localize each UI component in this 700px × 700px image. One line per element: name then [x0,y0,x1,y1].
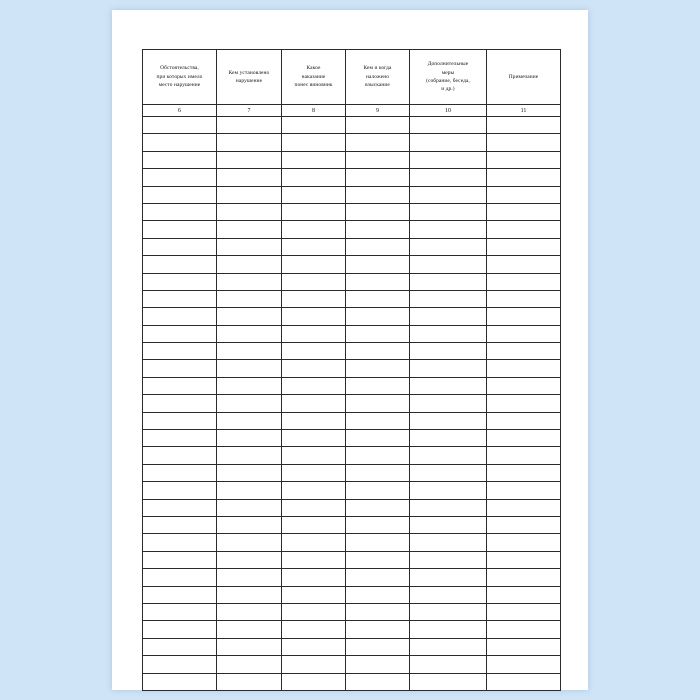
table-cell[interactable] [410,325,487,342]
table-row[interactable] [143,482,561,499]
table-cell[interactable] [410,134,487,151]
table-cell[interactable] [346,169,410,186]
table-row[interactable] [143,499,561,516]
table-cell[interactable] [217,673,282,690]
table-cell[interactable] [282,117,346,134]
table-cell[interactable] [282,238,346,255]
table-cell[interactable] [487,395,561,412]
table-cell[interactable] [282,256,346,273]
table-cell[interactable] [346,360,410,377]
table-cell[interactable] [487,221,561,238]
table-cell[interactable] [487,169,561,186]
table-cell[interactable] [487,430,561,447]
table-cell[interactable] [487,638,561,655]
table-cell[interactable] [410,603,487,620]
table-row[interactable] [143,621,561,638]
table-cell[interactable] [282,447,346,464]
table-cell[interactable] [217,290,282,307]
table-cell[interactable] [487,308,561,325]
table-cell[interactable] [143,325,217,342]
table-cell[interactable] [143,569,217,586]
table-cell[interactable] [346,256,410,273]
table-cell[interactable] [143,290,217,307]
table-cell[interactable] [346,621,410,638]
table-cell[interactable] [410,499,487,516]
table-cell[interactable] [217,134,282,151]
column-header-notes: Примечание [487,50,561,105]
table-cell[interactable] [143,308,217,325]
table-cell[interactable] [217,464,282,481]
table-cell[interactable] [282,638,346,655]
table-cell[interactable] [410,673,487,690]
table-row[interactable] [143,290,561,307]
column-number-10: 10 [410,105,487,117]
table-cell[interactable] [143,221,217,238]
table-row[interactable] [143,395,561,412]
table-cell[interactable] [346,221,410,238]
table-cell[interactable] [217,377,282,394]
table-cell[interactable] [143,186,217,203]
table-cell[interactable] [143,586,217,603]
table-row[interactable] [143,186,561,203]
table-cell[interactable] [410,482,487,499]
table-cell[interactable] [143,256,217,273]
table-cell[interactable] [487,377,561,394]
column-number-11: 11 [487,105,561,117]
table-cell[interactable] [282,395,346,412]
table-cell[interactable] [410,151,487,168]
table-head [143,50,561,117]
table-row[interactable] [143,516,561,533]
table-cell[interactable] [217,273,282,290]
table-cell[interactable] [410,551,487,568]
table-row[interactable] [143,238,561,255]
table-cell[interactable] [217,569,282,586]
table-row[interactable] [143,464,561,481]
table-cell[interactable] [487,117,561,134]
table-cell[interactable] [346,499,410,516]
table-cell[interactable] [487,603,561,620]
table-cell[interactable] [410,534,487,551]
table-cell[interactable] [217,151,282,168]
table-cell[interactable] [410,256,487,273]
table-cell[interactable] [346,516,410,533]
table-cell[interactable] [143,238,217,255]
table-cell[interactable] [410,447,487,464]
table-cell[interactable] [217,638,282,655]
table-row[interactable] [143,377,561,394]
table-cell[interactable] [487,360,561,377]
table-cell[interactable] [217,603,282,620]
table-cell[interactable] [217,395,282,412]
column-number-9: 9 [346,105,410,117]
table-cell[interactable] [346,186,410,203]
table-cell[interactable] [487,343,561,360]
table-cell[interactable] [282,343,346,360]
table-cell[interactable] [143,343,217,360]
table-cell[interactable] [143,151,217,168]
table-cell[interactable] [346,308,410,325]
table-row[interactable] [143,447,561,464]
table-cell[interactable] [282,586,346,603]
table-cell[interactable] [282,464,346,481]
table-cell[interactable] [143,551,217,568]
column-header-penalty-issued-by: Кем и когда наложено взыскание [346,50,410,105]
table-cell[interactable] [282,203,346,220]
table-cell[interactable] [282,273,346,290]
table-cell[interactable] [282,516,346,533]
table-cell[interactable] [487,656,561,673]
table-row[interactable] [143,656,561,673]
table-cell[interactable] [217,621,282,638]
table-cell[interactable] [487,447,561,464]
column-number-row [143,105,561,117]
table-cell[interactable] [410,169,487,186]
column-number-7: 7 [217,105,282,117]
table-row[interactable] [143,117,561,134]
table-cell[interactable] [282,482,346,499]
table-row[interactable] [143,638,561,655]
table-cell[interactable] [282,621,346,638]
column-number-6: 6 [143,105,217,117]
table-cell[interactable] [346,273,410,290]
table-cell[interactable] [217,499,282,516]
table-cell[interactable] [487,256,561,273]
table-cell[interactable] [487,203,561,220]
table-cell[interactable] [217,117,282,134]
table-cell[interactable] [143,360,217,377]
table-cell[interactable] [346,395,410,412]
column-header-additional-measures: Дополнительные меры (собрание, беседа, и др.) [410,50,487,105]
table-row[interactable] [143,603,561,620]
table-row[interactable] [143,551,561,568]
table-cell[interactable] [217,656,282,673]
table-cell[interactable] [143,447,217,464]
table-cell[interactable] [410,412,487,429]
table-cell[interactable] [346,656,410,673]
table-cell[interactable] [346,551,410,568]
table-cell[interactable] [346,290,410,307]
table-cell[interactable] [282,673,346,690]
table-row[interactable] [143,273,561,290]
table-cell[interactable] [282,134,346,151]
table-cell[interactable] [282,499,346,516]
table-cell[interactable] [217,482,282,499]
table-cell[interactable] [143,430,217,447]
table-cell[interactable] [410,117,487,134]
table-row[interactable] [143,586,561,603]
table-cell[interactable] [143,203,217,220]
table-cell[interactable] [217,516,282,533]
table-row[interactable] [143,412,561,429]
table-cell[interactable] [487,516,561,533]
table-cell[interactable] [410,273,487,290]
table-cell[interactable] [217,430,282,447]
table-cell[interactable] [143,656,217,673]
column-header-circumstances: Обстоятельства, при которых имело место нарушение [143,50,217,105]
table-cell[interactable] [282,186,346,203]
table-row[interactable] [143,256,561,273]
table-cell[interactable] [217,238,282,255]
table-cell[interactable] [143,482,217,499]
table-cell[interactable] [346,377,410,394]
table-cell[interactable] [143,412,217,429]
table-cell[interactable] [487,499,561,516]
table-row[interactable] [143,221,561,238]
table-cell[interactable] [143,169,217,186]
table-cell[interactable] [410,186,487,203]
table-cell[interactable] [143,673,217,690]
table-cell[interactable] [346,325,410,342]
column-number-8: 8 [282,105,346,117]
table-cell[interactable] [410,586,487,603]
table-cell[interactable] [487,621,561,638]
document-sheet [112,10,588,690]
table-cell[interactable] [410,464,487,481]
table-cell[interactable] [487,273,561,290]
table-cell[interactable] [410,238,487,255]
table-cell[interactable] [282,377,346,394]
table-cell[interactable] [282,325,346,342]
table-cell[interactable] [282,290,346,307]
table-cell[interactable] [410,377,487,394]
table-cell[interactable] [346,673,410,690]
table-cell[interactable] [410,569,487,586]
table-cell[interactable] [487,151,561,168]
table-cell[interactable] [282,656,346,673]
table-cell[interactable] [346,638,410,655]
column-header-detected-by: Кем установлено нарушение [217,50,282,105]
table-cell[interactable] [487,186,561,203]
table-cell[interactable] [143,273,217,290]
table-cell[interactable] [346,586,410,603]
table-row[interactable] [143,151,561,168]
table-cell[interactable] [346,482,410,499]
table-cell[interactable] [487,482,561,499]
table-cell[interactable] [282,430,346,447]
table-cell[interactable] [282,569,346,586]
table-cell[interactable] [217,169,282,186]
table-cell[interactable] [143,377,217,394]
table-row[interactable] [143,134,561,151]
table-cell[interactable] [346,238,410,255]
table-cell[interactable] [487,325,561,342]
column-header-punishment: Какое наказание понес виновник [282,50,346,105]
table-row[interactable] [143,673,561,690]
table-cell[interactable] [217,447,282,464]
table-row[interactable] [143,569,561,586]
table-cell[interactable] [217,412,282,429]
table-cell[interactable] [487,290,561,307]
table-body [143,117,561,691]
table-cell[interactable] [282,308,346,325]
table-cell[interactable] [487,238,561,255]
table-cell[interactable] [487,673,561,690]
table-cell[interactable] [410,343,487,360]
ledger-table [142,49,561,691]
table-cell[interactable] [282,169,346,186]
table-cell[interactable] [143,117,217,134]
table-cell[interactable] [217,551,282,568]
table-cell[interactable] [410,360,487,377]
table-cell[interactable] [143,621,217,638]
table-cell[interactable] [282,551,346,568]
table-cell[interactable] [410,621,487,638]
table-cell[interactable] [487,412,561,429]
table-cell[interactable] [346,134,410,151]
table-cell[interactable] [346,203,410,220]
table-cell[interactable] [217,343,282,360]
header-row [143,50,561,105]
table-cell[interactable] [217,534,282,551]
table-cell[interactable] [143,134,217,151]
table-cell[interactable] [346,412,410,429]
table-cell[interactable] [217,325,282,342]
table-cell[interactable] [143,603,217,620]
table-cell[interactable] [346,569,410,586]
table-cell[interactable] [346,534,410,551]
table-cell[interactable] [410,516,487,533]
table-cell[interactable] [487,134,561,151]
table-cell[interactable] [282,151,346,168]
table-cell[interactable] [143,516,217,533]
table-cell[interactable] [346,151,410,168]
table-cell[interactable] [410,221,487,238]
table-cell[interactable] [487,551,561,568]
table-row[interactable] [143,325,561,342]
table-cell[interactable] [410,203,487,220]
table-cell[interactable] [346,447,410,464]
table-cell[interactable] [282,360,346,377]
table-cell[interactable] [217,186,282,203]
table-cell[interactable] [282,412,346,429]
table-cell[interactable] [282,221,346,238]
table-cell[interactable] [487,586,561,603]
table-cell[interactable] [217,360,282,377]
table-cell[interactable] [410,430,487,447]
table-cell[interactable] [143,464,217,481]
table-cell[interactable] [410,308,487,325]
table-cell[interactable] [217,256,282,273]
table-cell[interactable] [282,603,346,620]
table-cell[interactable] [410,656,487,673]
table-cell[interactable] [346,464,410,481]
table-cell[interactable] [346,117,410,134]
table-cell[interactable] [346,430,410,447]
table-cell[interactable] [487,569,561,586]
table-cell[interactable] [487,464,561,481]
table-cell[interactable] [410,290,487,307]
table-cell[interactable] [346,343,410,360]
table-cell[interactable] [346,603,410,620]
table-cell[interactable] [143,395,217,412]
table-cell[interactable] [487,534,561,551]
table-cell[interactable] [143,638,217,655]
table-cell[interactable] [410,638,487,655]
table-cell[interactable] [217,586,282,603]
table-row[interactable] [143,534,561,551]
table-row[interactable] [143,308,561,325]
table-cell[interactable] [143,534,217,551]
table-cell[interactable] [282,534,346,551]
table-row[interactable] [143,430,561,447]
table-row[interactable] [143,343,561,360]
table-row[interactable] [143,203,561,220]
table-cell[interactable] [217,221,282,238]
table-row[interactable] [143,169,561,186]
table-cell[interactable] [410,395,487,412]
table-cell[interactable] [143,499,217,516]
table-cell[interactable] [217,308,282,325]
table-row[interactable] [143,360,561,377]
table-cell[interactable] [217,203,282,220]
